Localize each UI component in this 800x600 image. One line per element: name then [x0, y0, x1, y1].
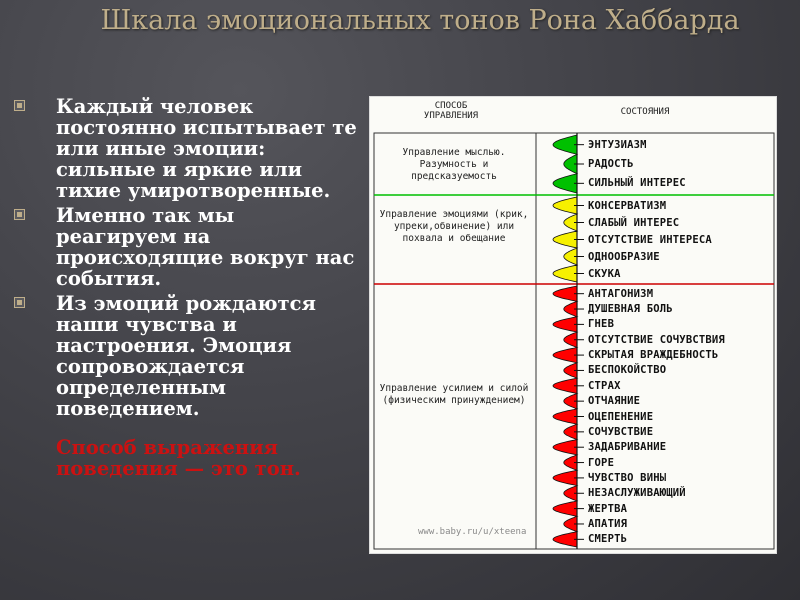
state-label: ОДНООБРАЗИЕ: [588, 250, 660, 263]
state-label: ГНЕВ: [588, 318, 615, 331]
state-label: ЖЕРТВА: [588, 502, 628, 515]
header-method: СПОСОБ УПРАВЛЕНИЯ: [423, 101, 479, 121]
state-label: ОЦЕПЕНЕНИЕ: [588, 410, 654, 423]
state-label: ОТЧАЯНИЕ: [588, 395, 641, 408]
state-label: ЭНТУЗИАЗМ: [588, 138, 647, 151]
state-label: КОНСЕРВАТИЗМ: [588, 199, 667, 212]
state-label: ЧУВСТВО ВИНЫ: [588, 471, 667, 484]
state-label: ОТСУТСТВИЕ ИНТЕРЕСА: [588, 233, 712, 246]
bullet-marker-icon: [14, 100, 25, 111]
state-label: СТРАХ: [588, 379, 621, 392]
watermark: www.baby.ru/u/xteena: [418, 527, 527, 537]
state-label: АНТАГОНИЗМ: [588, 287, 654, 300]
method-force: Управление усилием и силой (физическим принуждением): [379, 383, 529, 406]
state-label: СМЕРТЬ: [588, 533, 628, 546]
emotional-tone-scale: [369, 96, 777, 554]
bullet-item: [14, 205, 359, 289]
tone-band-0: [553, 135, 577, 193]
state-label: СОЧУВСТВИЕ: [588, 425, 654, 438]
method-thought: Управление мыслью. Разумность и предсказуемость: [402, 147, 506, 182]
state-label: ОТСУТСТВИЕ СОЧУВСТВИЯ: [588, 333, 725, 346]
state-label: БЕСПОКОЙСТВО: [588, 364, 667, 377]
method-emotions: Управление эмоциями (крик, упреки,обвинение) или похвала и обещание: [379, 209, 529, 244]
tone-band-1: [553, 197, 577, 282]
state-label: ДУШЕВНАЯ БОЛЬ: [588, 303, 673, 316]
state-label: ЗАДАБРИВАНИЕ: [588, 441, 667, 454]
bullet-item: [14, 96, 359, 201]
state-label: АПАТИЯ: [588, 517, 628, 530]
state-label: СЛАБЫЙ ИНТЕРЕС: [588, 216, 680, 229]
bullet-text: Именно так мы реагируем на происходящие вокруг нас события.: [56, 204, 355, 290]
state-label: СИЛЬНЫЙ ИНТЕРЕС: [588, 177, 686, 190]
tone-band-2: [553, 286, 577, 547]
state-label: СКРЫТАЯ ВРАЖДЕБНОСТЬ: [588, 349, 719, 362]
slide-title: Шкала эмоциональных тонов Рона Хаббарда: [100, 5, 740, 36]
header-state: СОСТОЯНИЯ: [620, 107, 670, 117]
bullet-marker-icon: [14, 209, 25, 220]
state-label: НЕЗАСЛУЖИВАЮЩИЙ: [588, 487, 686, 500]
bullet-marker-icon: [14, 297, 25, 308]
bullet-text: Из эмоций рождаются наши чувства и настроения. Эмоция сопровождается определенным поведением.: [56, 292, 316, 420]
state-label: ГОРЕ: [588, 456, 615, 469]
bullet-text: Каждый человек постоянно испытывает те или иные эмоции: сильные и яркие или тихие умиротворенные.: [56, 95, 357, 202]
state-label: СКУКА: [588, 267, 621, 280]
state-label: РАДОСТЬ: [588, 158, 634, 170]
tone-definition-note: Способ выражения поведения — это тон.: [56, 436, 301, 480]
bullet-item: [14, 293, 359, 419]
bullet-list: [14, 96, 359, 479]
